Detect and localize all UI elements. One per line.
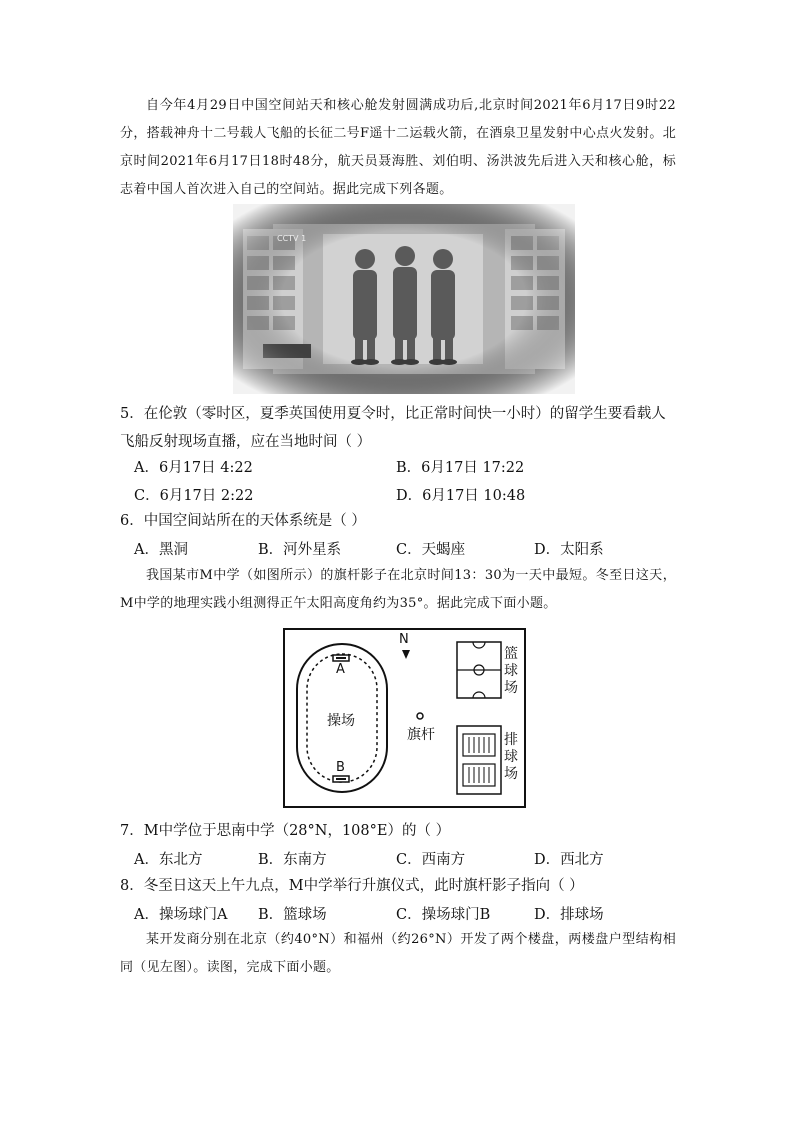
flagpole-label: 旗杆 (407, 727, 435, 743)
question-8-stem: 8．冬至日这天上午九点，M中学举行升旗仪式，此时旗杆影子指向（ ） (120, 878, 584, 894)
question-7-option-d: D．西北方 (534, 852, 604, 868)
basketball-court-label (504, 646, 520, 697)
school-map-figure (283, 628, 526, 808)
question-8-option-d: D．排球场 (534, 907, 604, 923)
basketball-label-char-1: 篮 (504, 646, 518, 662)
question-8-option-a: A．操场球门A (134, 907, 228, 923)
question-6-stem: 6．中国空间站所在的天体系统是（ ） (120, 513, 366, 529)
volleyball-label-char-3: 场 (504, 766, 518, 782)
question-6-option-c: C．天蝎座 (396, 542, 466, 558)
question-6-option-d: D．太阳系 (534, 542, 604, 558)
question-7-option-c: C．西南方 (396, 852, 466, 868)
volleyball-label-char-1: 排 (504, 732, 518, 748)
intro-paragraph-school: 我国某市M中学（如图所示）的旗杆影子在北京时间13：30为一天中最短。冬至日这天，M中学的地理实践小组测得正午太阳高度角约为35°。据此完成下面小题。 (120, 568, 676, 611)
goal-a-label: A (336, 662, 345, 677)
question-8-option-b: B．篮球场 (258, 907, 327, 923)
intro-paragraph-space-station: 自今年4月29日中国空间站天和核心舱发射圆满成功后,北京时间2021年6月17日9时22分，搭载神舟十二号载人飞船的长征二号F遥十二运载火箭，在酒泉卫星发射中心点火发射。北京时间2021年6月17日18时48分，航天员聂海胜、刘伯明、汤洪波先后进入天和核心舱，标志着中国人首次进入自己的空间站。据此完成下列各题。 (120, 98, 676, 197)
question-6-option-b: B．河外星系 (258, 542, 342, 558)
question-7-stem: 7．M中学位于思南中学（28°N，108°E）的（ ） (120, 823, 451, 839)
question-5-option-a: A．6月17日 4:22 (134, 460, 253, 476)
volleyball-label-char-2: 球 (504, 749, 518, 765)
question-7-option-a: A．东北方 (134, 852, 203, 868)
school-map-drawing (285, 630, 524, 806)
north-arrow-label: N (399, 632, 409, 647)
cctv-logo: CCTV 1 (277, 234, 307, 243)
goal-b-label: B (336, 760, 345, 775)
question-6-option-a: A．黑洞 (134, 542, 188, 558)
question-5-option-b: B．6月17日 17:22 (396, 460, 525, 476)
question-5-stem: 5．在伦敦（零时区，夏季英国使用夏令时，比正常时间快一小时）的留学生要看载人飞船反射现场直播，应在当地时间（ ） (120, 406, 666, 450)
volleyball-court-label (504, 732, 520, 783)
question-5-option-d: D．6月17日 10:48 (396, 488, 526, 504)
space-station-photo (233, 204, 575, 394)
basketball-label-char-2: 球 (504, 663, 518, 679)
question-7-option-b: B．东南方 (258, 852, 327, 868)
playground-label: 操场 (327, 713, 355, 729)
astronauts-photo-image (233, 204, 575, 394)
intro-paragraph-buildings: 某开发商分别在北京（约40°N）和福州（约26°N）开发了两个楼盘，两楼盘户型结构相同（见左图）。读图，完成下面小题。 (120, 932, 676, 975)
question-8-option-c: C．操场球门B (396, 907, 491, 923)
question-5-option-c: C．6月17日 2:22 (134, 488, 254, 504)
basketball-label-char-3: 场 (504, 680, 518, 696)
